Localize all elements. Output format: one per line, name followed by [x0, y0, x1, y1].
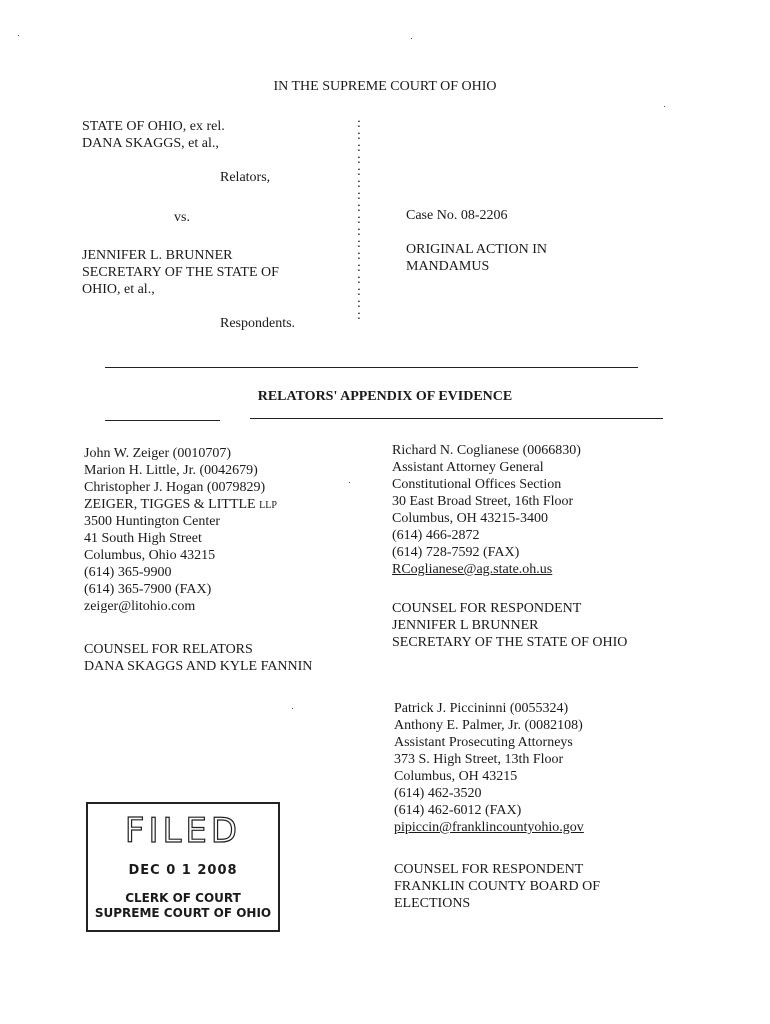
caption-parties: [82, 118, 362, 332]
scan-speck: [349, 482, 350, 483]
caption-colon: :: [357, 116, 361, 131]
respondent-counsel-prosecutor-block: [394, 700, 600, 912]
counsel-role: COUNSEL FOR RESPONDENT: [394, 862, 584, 877]
caption-line: STATE OF OHIO, ex rel.: [82, 119, 225, 134]
caption-line: [82, 186, 362, 203]
caption-line: [82, 152, 362, 169]
counsel-role: DANA SKAGGS AND KYLE FANNIN: [84, 659, 313, 674]
counsel-line: Assistant Prosecuting Attorneys: [394, 735, 573, 750]
filed-stamp-clerk: [88, 891, 278, 921]
caption-colon: :: [357, 140, 361, 155]
counsel-email: pipiccin@franklincountyohio.gov: [394, 820, 584, 835]
title-underline-left: [105, 420, 220, 421]
caption-colon: :: [357, 236, 361, 251]
counsel-role: COUNSEL FOR RESPONDENT: [392, 601, 582, 616]
caption-line: DANA SKAGGS, et al.,: [82, 136, 219, 151]
caption-colon: :: [357, 248, 361, 263]
caption-colon: :: [357, 200, 361, 215]
counsel-line: Columbus, Ohio 43215: [84, 548, 216, 563]
caption-vs: vs.: [174, 210, 190, 225]
caption-line: OHIO, et al.,: [82, 282, 155, 297]
caption-colon-column: [357, 118, 367, 322]
counsel-line: 3500 Huntington Center: [84, 514, 221, 529]
caption-line: JENNIFER L. BRUNNER: [82, 248, 233, 263]
caption-colon: :: [357, 188, 361, 203]
filed-stamp-clerk-line1: CLERK OF COURT: [125, 891, 241, 905]
filed-stamp-clerk-line2: SUPREME COURT OF OHIO: [94, 906, 272, 920]
filed-stamp: [86, 802, 280, 932]
counsel-line: 373 S. High Street, 13th Floor: [394, 752, 564, 767]
court-title: IN THE SUPREME COURT OF OHIO: [273, 79, 497, 94]
caption-colon: :: [357, 152, 361, 167]
case-number: Case No. 08-2206: [406, 208, 508, 223]
caption-line: [82, 298, 362, 315]
caption-line: SECRETARY OF THE STATE OF: [82, 265, 279, 280]
caption-case-info: [406, 207, 646, 275]
scan-speck: [292, 708, 293, 709]
counsel-line: Constitutional Offices Section: [392, 477, 562, 492]
counsel-email: zeiger@litohio.com: [84, 599, 196, 614]
filed-stamp-date: DEC 0 1 2008: [128, 863, 238, 878]
filed-stamp-title: FILED: [124, 811, 242, 851]
respondent-counsel-ag-block: [392, 442, 627, 651]
action-type-line2: MANDAMUS: [406, 259, 490, 274]
caption-respondents: Respondents.: [220, 316, 296, 331]
counsel-line: Christopher J. Hogan (0079829): [84, 480, 266, 495]
action-type-line1: ORIGINAL ACTION IN: [406, 242, 548, 257]
caption-line: [82, 230, 362, 247]
law-firm-line: [84, 496, 312, 513]
caption-colon: :: [357, 284, 361, 299]
counsel-role: ELECTIONS: [394, 896, 471, 911]
title-underline-right: [250, 418, 663, 419]
counsel-line: 30 East Broad Street, 16th Floor: [392, 494, 574, 509]
counsel-line: John W. Zeiger (0010707): [84, 446, 231, 461]
caption-colon: :: [357, 296, 361, 311]
law-firm-name: ZEIGER, TIGGES & LITTLE: [84, 497, 256, 512]
counsel-line: Richard N. Coglianese (0066830): [392, 443, 581, 458]
counsel-role: FRANKLIN COUNTY BOARD OF: [394, 879, 600, 894]
relators-counsel-block: [84, 445, 312, 675]
caption-divider: [105, 367, 638, 368]
law-firm-suffix: LLP: [259, 500, 277, 511]
counsel-email: RCoglianese@ag.state.oh.us: [392, 562, 553, 577]
scan-speck: [18, 35, 19, 36]
counsel-line: 41 South High Street: [84, 531, 202, 546]
scan-speck: [411, 38, 412, 39]
counsel-line: Patrick J. Piccininni (0055324): [394, 701, 569, 716]
caption-colon: :: [357, 212, 361, 227]
counsel-fax: (614) 728-7592 (FAX): [392, 545, 520, 560]
caption-colon: :: [357, 272, 361, 287]
caption-colon: :: [357, 128, 361, 143]
caption-relators: Relators,: [220, 170, 271, 185]
counsel-role: JENNIFER L BRUNNER: [392, 618, 539, 633]
scan-speck: [664, 106, 665, 107]
caption-colon: :: [357, 308, 361, 323]
counsel-line: Columbus, OH 43215: [394, 769, 518, 784]
appendix-title: RELATORS' APPENDIX OF EVIDENCE: [257, 389, 513, 404]
counsel-phone: (614) 365-9900: [84, 565, 172, 580]
counsel-line: Anthony E. Palmer, Jr. (0082108): [394, 718, 583, 733]
caption-colon: :: [357, 176, 361, 191]
counsel-line: Assistant Attorney General: [392, 460, 544, 475]
counsel-line: Columbus, OH 43215-3400: [392, 511, 548, 526]
counsel-phone: (614) 466-2872: [392, 528, 480, 543]
counsel-role: COUNSEL FOR RELATORS: [84, 642, 253, 657]
counsel-line: Marion H. Little, Jr. (0042679): [84, 463, 258, 478]
counsel-phone: (614) 462-3520: [394, 786, 482, 801]
caption-colon: :: [357, 164, 361, 179]
caption-colon: :: [357, 224, 361, 239]
counsel-fax: (614) 365-7900 (FAX): [84, 582, 212, 597]
counsel-role: SECRETARY OF THE STATE OF OHIO: [392, 635, 628, 650]
counsel-fax: (614) 462-6012 (FAX): [394, 803, 522, 818]
caption-colon: :: [357, 260, 361, 275]
